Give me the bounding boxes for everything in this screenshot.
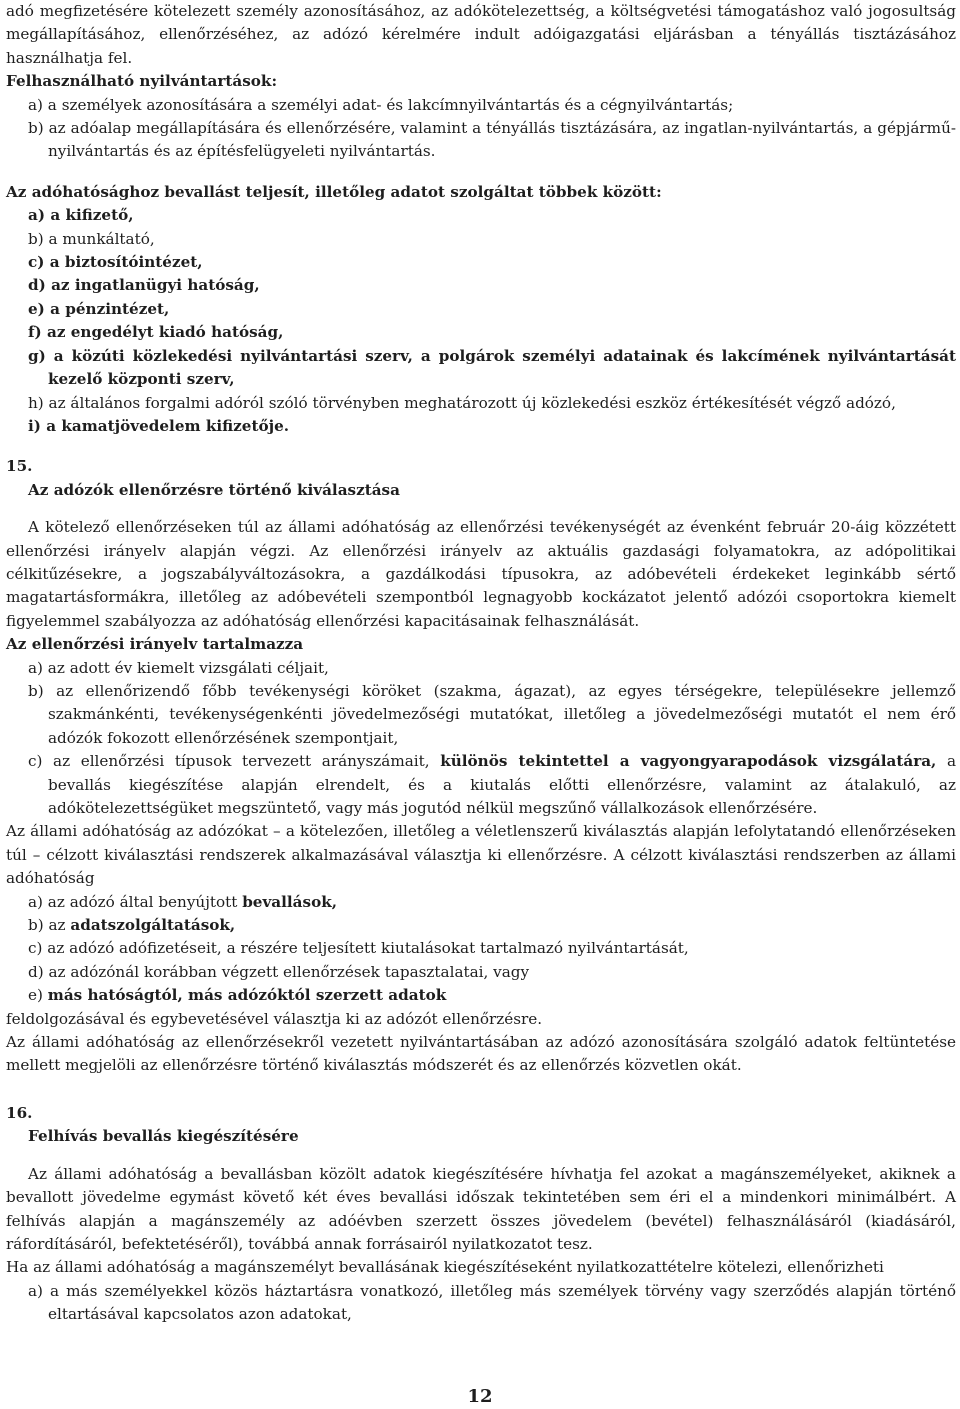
page-number: 12 [467, 1386, 493, 1407]
section-number: 16. [6, 1103, 33, 1122]
guideline-list [6, 657, 956, 821]
item-bold-text: különös tekintettel a vagyongyarapodások vizsgálatára, [440, 752, 937, 771]
list-item: e) a pénzintézet, [28, 299, 170, 318]
paragraph: A kötelező ellenőrzéseken túl az állami adóhatóság az ellenőrzési tevékenységét az évenként február 20-áig közzétett ellenőrzési irányelv alapján végzi. Az ellenőrzési irányelv az aktuális gazdasági folyamatokra, az adópolitikai célkitűzésekre, a jogszabályváltozásokra, a gazdálkodási típusokra, az adóbevételi érdekeket leginkább sértő magatartásformákra, illetőleg az adóbevételi szempontból legnagyobb kockázatot jelentő adózói csoportokra kiemelt figyelemmel szabályozza az adóhatóság ellenőrzési kapacitásainak felhasználását. [6, 518, 956, 630]
registers-heading: Felhasználható nyilvántartások: [6, 72, 278, 91]
list-item [6, 914, 956, 937]
list-item: b) az ellenőrizendő főbb tevékenységi köröket (szakma, ágazat), az egyes térségekre, településekre jellemző szakmánkénti, tevékenységenkénti jövedelmezőségi mutatókat, illetőleg a jövedelmezőségi mutatót el nem érő adózók fokozott ellenőrzésének szempontjait, [28, 681, 956, 747]
paragraph: Az állami adóhatóság az ellenőrzésekről vezetett nyilvántartásában az adózó azonosítására szolgáló adatok feltüntetése mellett megjelöli az ellenőrzésre történő kiválasztás módszerét és az ellenőrzés közvetlen okát. [6, 1033, 956, 1075]
list-item [6, 984, 956, 1007]
list-item [6, 750, 956, 820]
item-text: a bevallás kiegészítése alapján elrendelt, és a kiutalás előtti ellenőrzésre, valamint az átalakuló, az adókötelezettségüket megszüntető, vagy más jogutód nélkül megszűnő vállalkozások ellenőrzésére. [48, 752, 956, 817]
section-title: Az adózók ellenőrzésre történő kiválasztása [28, 480, 400, 499]
list-item: i) a kamatjövedelem kifizetője. [28, 416, 290, 435]
reporters-list [6, 204, 956, 438]
item-text: a) az adózó által benyújtott [28, 892, 243, 911]
item-text: b) az [28, 916, 71, 935]
list-item: a) a más személyekkel közös háztartásra vonatkozó, illetőleg más személyek törvény vagy szerződés alapján történő eltartásával kapcsolatos azon adatokat, [28, 1281, 956, 1324]
list-item: b) az adóalap megállapítására és ellenőrzésére, valamint a tényállás tisztázására, az ingatlan-nyilvántartás, a gépjármű-nyilvántartás és az építésfelügyeleti nyilvántartás. [28, 119, 956, 161]
list-item [6, 891, 956, 914]
paragraph: feldolgozásával és egybevetésével választja ki az adózót ellenőrzésre. [6, 1009, 543, 1028]
section-number: 15. [6, 457, 33, 476]
list-item: f) az engedélyt kiadó hatóság, [28, 323, 284, 342]
list-item: b) a munkáltató, [28, 229, 155, 248]
section-title: Felhívás bevallás kiegészítésére [28, 1127, 299, 1146]
list-item: a) a személyek azonosítására a személyi adat- és lakcímnyilvántartás és a cégnyilvántartás; [28, 95, 734, 114]
guideline-heading: Az ellenőrzési irányelv tartalmazza [6, 635, 304, 654]
list-item: d) az ingatlanügyi hatóság, [28, 276, 260, 295]
reporters-heading: Az adóhatósághoz bevallást teljesít, illetőleg adatot szolgáltat többek között: [6, 182, 662, 201]
paragraph: Az állami adóhatóság az adózókat – a kötelezően, illetőleg a véletlenszerű kiválasztás alapján lefolytatandó ellenőrzéseken túl – célzott kiválasztási rendszerek alkalmazásával választja ki ellenőrzésre. A célzott kiválasztási rendszerben az állami adóhatóság [6, 822, 956, 888]
intro-paragraph: adó megfizetésére kötelezett személy azonosításához, az adókötelezettség, a költségvetési támogatáshoz való jogosultság megállapításához, ellenőrzéséhez, az adózó kérelmére indult adóigazgatási eljárásban a tényállás tisztázásához használhatja fel. [6, 2, 956, 67]
item-text: e) [28, 986, 48, 1005]
list-item: c) a biztosítóintézet, [28, 253, 203, 272]
item-text: c) az ellenőrzési típusok tervezett arányszámait, [28, 752, 441, 771]
item-bold-text: bevallások, [242, 892, 338, 911]
list-item: g) a közúti közlekedési nyilvántartási szerv, a polgárok személyi adatainak és lakcímének nyilvántartását kezelő központi szerv, [28, 346, 956, 389]
document-page [6, 0, 956, 1327]
registers-list [6, 94, 956, 164]
verification-list [6, 1280, 956, 1327]
list-item: d) az adózónál korábban végzett ellenőrzések tapasztalatai, vagy [28, 962, 530, 981]
list-item: a) az adott év kiemelt vizsgálati céljait, [28, 658, 329, 677]
paragraph: Ha az állami adóhatóság a magánszemélyt bevallásának kiegészítéseként nyilatkozattételre kötelezi, ellenőrizheti [6, 1258, 884, 1277]
list-item: c) az adózó adófizetéseit, a részére teljesített kiutalásokat tartalmazó nyilvántartását, [28, 939, 689, 958]
list-item: a) a kifizető, [28, 206, 134, 225]
item-bold-text: adatszolgáltatások, [70, 916, 236, 935]
list-item: h) az általános forgalmi adóról szóló törvényben meghatározott új közlekedési eszköz értékesítését végző adózó, [28, 393, 896, 412]
paragraph: Az állami adóhatóság a bevallásban közölt adatok kiegészítésére hívhatja fel azokat a magánszemélyeket, akiknek a bevallott jövedelme egymást követő két éves bevallási időszak tekintetében sem éri el a mindenkori minimálbért. A felhívás alapján a magánszemély az adóévben szerzett összes jövedelem (bevétel) felhasználásáról (kiadásáról, ráfordításáról, befektetéséről), továbbá annak forrásairól nyilatkozatot tesz. [6, 1164, 956, 1253]
selection-list [6, 891, 956, 1008]
item-bold-text: más hatóságtól, más adózóktól szerzett adatok [47, 986, 447, 1005]
